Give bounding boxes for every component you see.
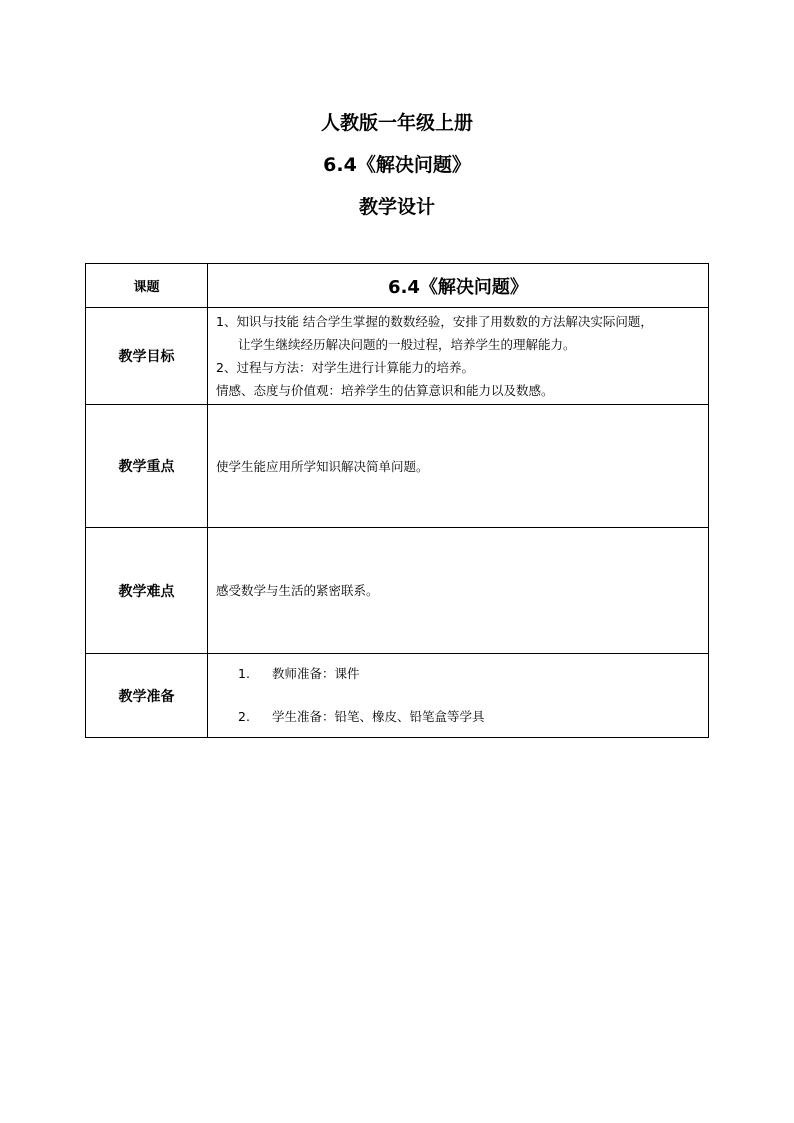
- objective-3: 情感、态度与价值观：培养学生的估算意识和能力以及数感。: [216, 383, 554, 398]
- value-difficulties: 感受数学与生活的紧密联系。: [208, 528, 709, 654]
- list-item-text: 教师准备：课件: [272, 666, 360, 681]
- list-item-number: 2.: [238, 709, 250, 724]
- list-item-number: 1.: [238, 666, 250, 681]
- title-lesson: 6.4《解决问题》: [323, 154, 471, 176]
- objective-1b: 让学生继续经历解决问题的一般过程，培养学生的理解能力。: [238, 337, 576, 352]
- label-key-points: 教学重点: [86, 405, 208, 528]
- title-textbook: 人教版一年级上册: [320, 112, 473, 134]
- row-key-points: [86, 405, 709, 528]
- list-item: [216, 707, 704, 727]
- row-difficulties: [86, 528, 709, 654]
- label-topic: 课题: [86, 264, 208, 308]
- title-design: 教学设计: [358, 196, 435, 218]
- objective-1a: 1、知识与技能 结合学生掌握的数数经验，安排了用数数的方法解决实际问题，: [216, 314, 653, 329]
- value-objectives: [208, 308, 709, 405]
- row-topic: [86, 264, 709, 308]
- label-preparation: 教学准备: [86, 654, 208, 738]
- row-objectives: [86, 308, 709, 405]
- label-difficulties: 教学难点: [86, 528, 208, 654]
- value-preparation: [208, 654, 709, 738]
- row-preparation: [86, 654, 709, 738]
- list-item: [216, 664, 704, 684]
- value-topic: 6.4《解决问题》: [208, 264, 709, 308]
- document-title-block: [0, 102, 794, 228]
- list-item-text: 学生准备：铅笔、橡皮、铅笔盒等学具: [272, 709, 485, 724]
- lesson-plan-table: [85, 263, 709, 738]
- objective-2: 2、过程与方法：对学生进行计算能力的培养。: [216, 360, 474, 375]
- label-objectives: 教学目标: [86, 308, 208, 405]
- value-key-points: 使学生能应用所学知识解决简单问题。: [208, 405, 709, 528]
